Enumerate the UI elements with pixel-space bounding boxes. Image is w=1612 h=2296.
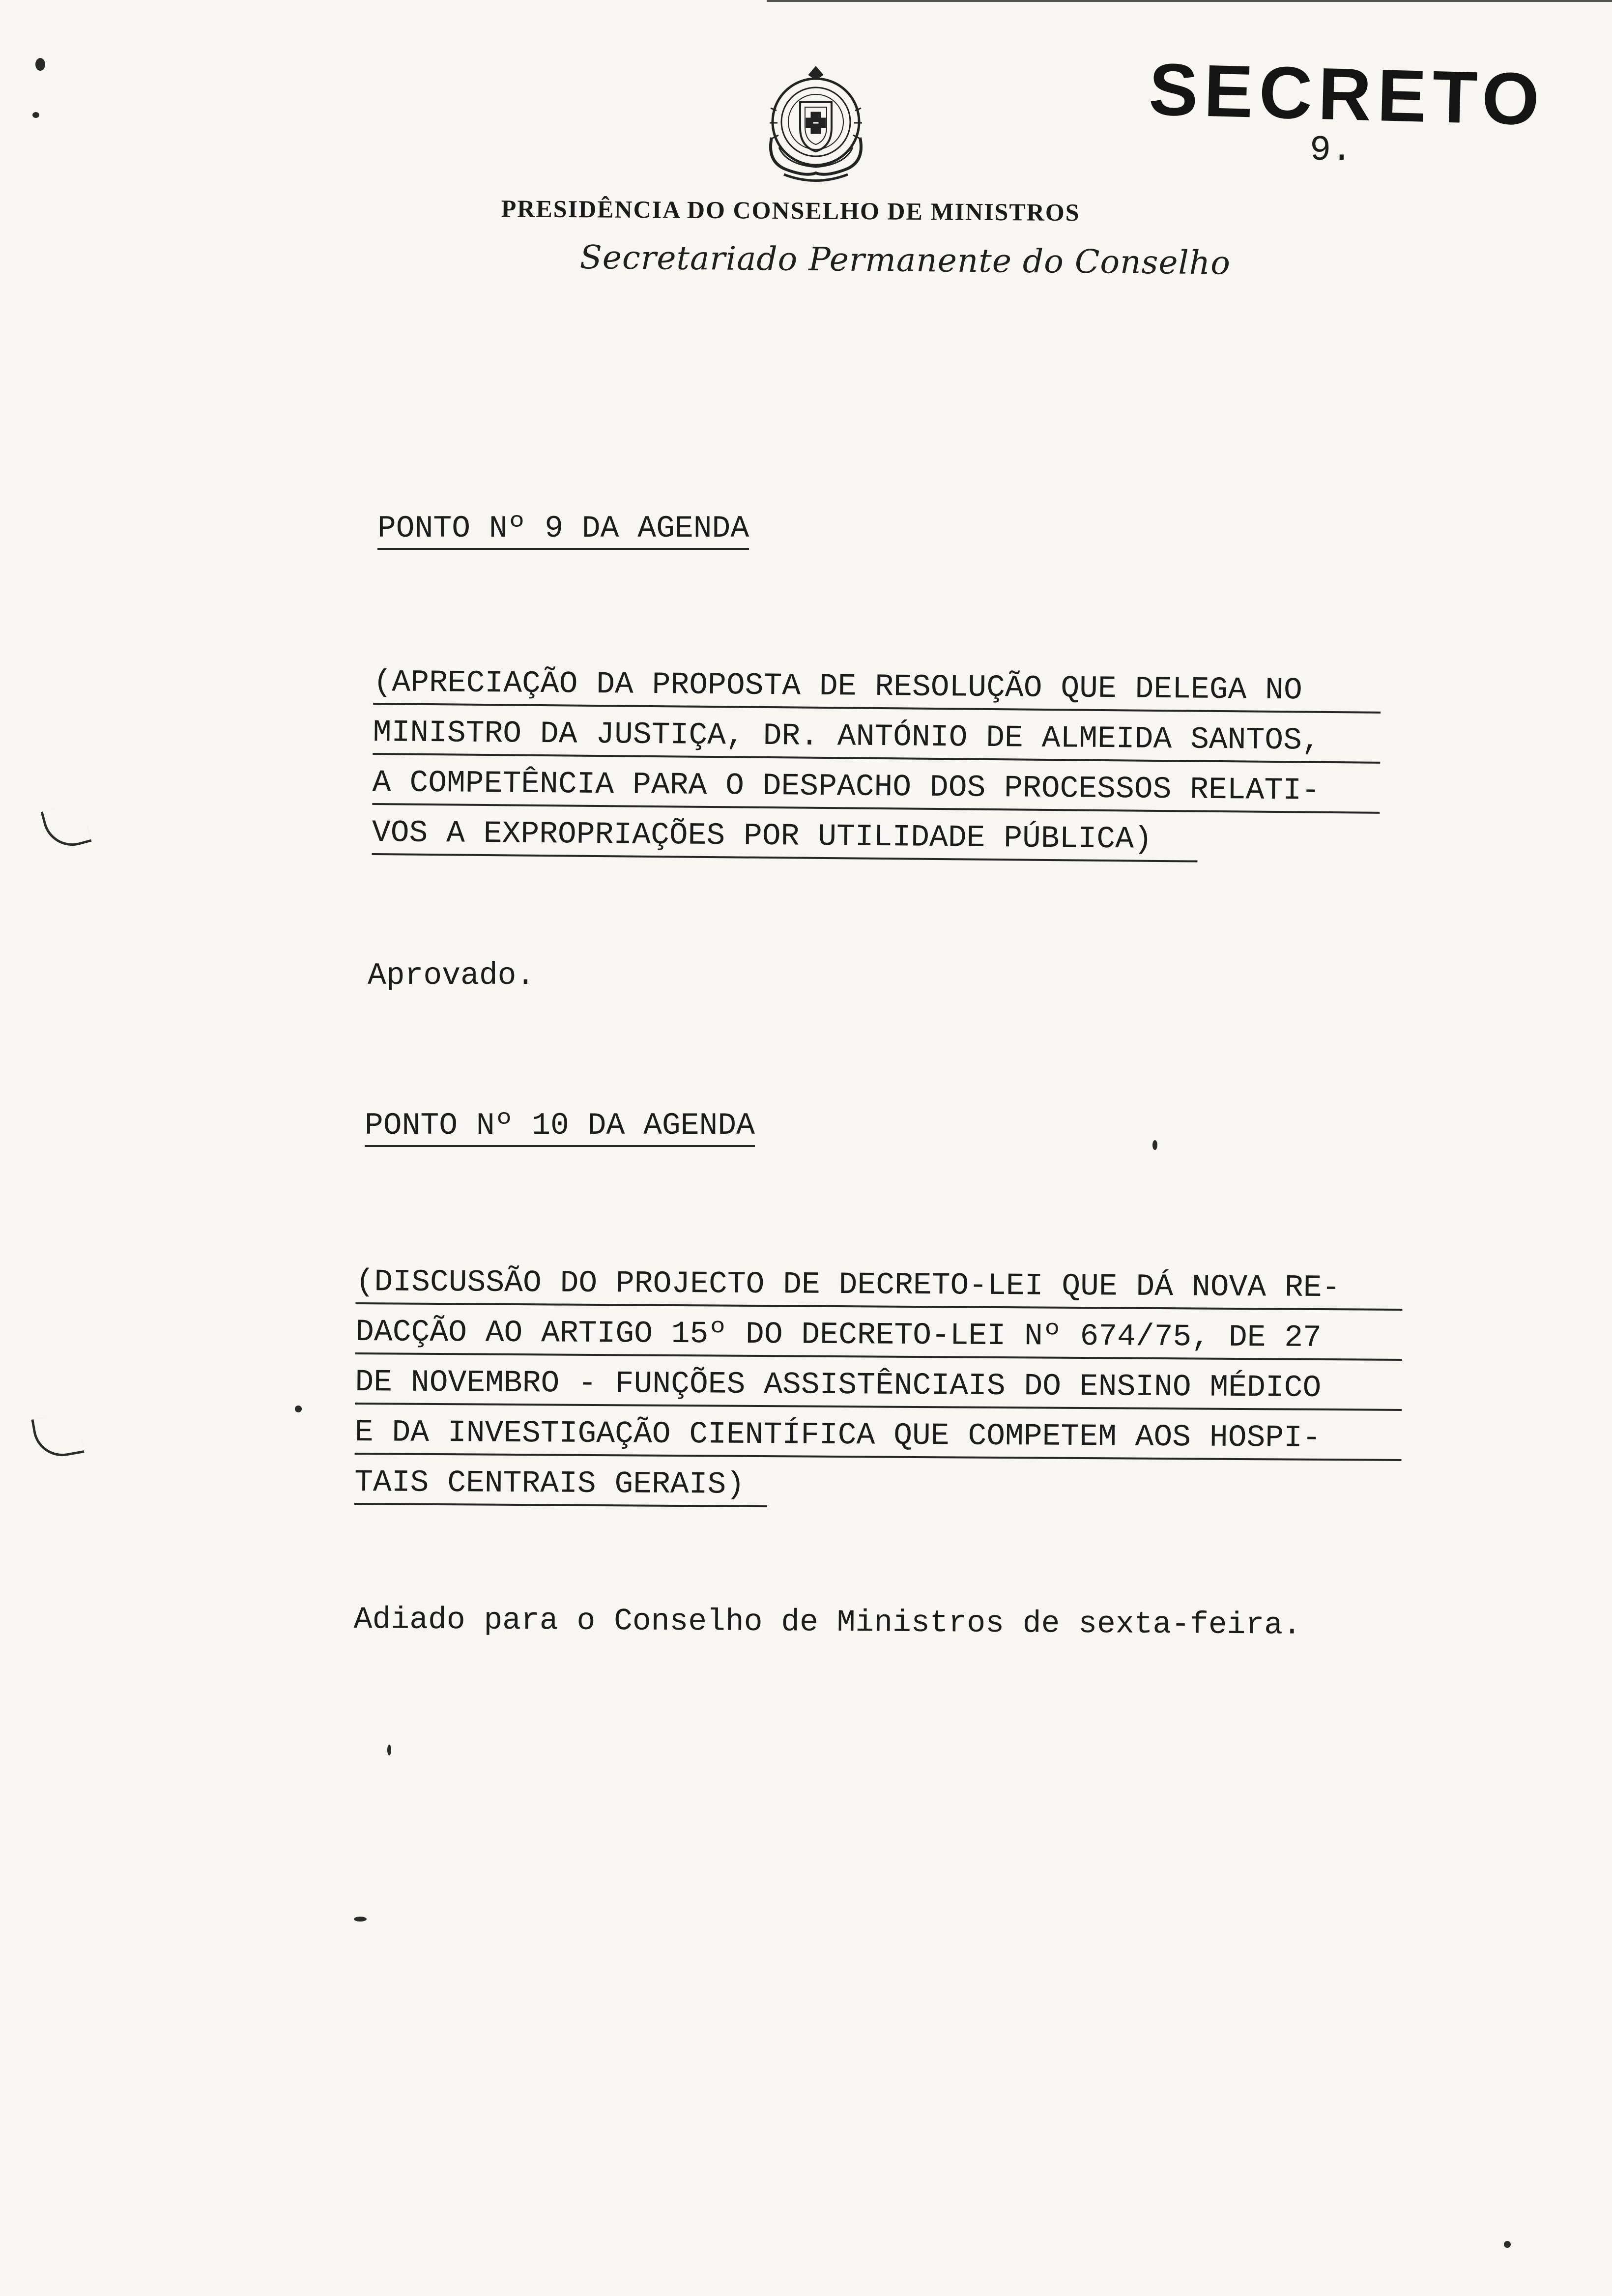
scan-speck: [354, 1917, 367, 1922]
scan-speck: [1504, 2241, 1511, 2248]
hole-punch-mark: [40, 801, 91, 852]
subject-line: VOS A EXPROPRIAÇÕES POR UTILIDADE PÚBLICA): [372, 809, 1198, 862]
scan-edge-line: [767, 0, 1612, 2]
subject-line: (DISCUSSÃO DO PROJECTO DE DECRETO-LEI QUE DÁ NOVA RE-: [355, 1258, 1403, 1311]
subject-line: DACÇÃO AO ARTIGO 15º DO DECRETO-LEI Nº 674/75, DE 27: [355, 1308, 1403, 1361]
scan-speck: [387, 1745, 391, 1755]
scan-speck: [1152, 1140, 1157, 1150]
agenda-item-decision: Adiado para o Conselho de Ministros de sexta-feira.: [353, 1602, 1302, 1643]
issuer-heading: PRESIDÊNCIA DO CONSELHO DE MINISTROS: [501, 194, 1080, 227]
classification-stamp: SECRETO: [1148, 47, 1547, 141]
page-number: 9.: [1310, 130, 1353, 171]
agenda-item-heading-text: PONTO Nº 10 DA AGENDA: [365, 1108, 755, 1147]
subject-line: (APRECIAÇÃO DA PROPOSTA DE RESOLUÇÃO QUE DELEGA NO: [373, 659, 1381, 714]
hole-punch-mark: [31, 1411, 84, 1461]
subject-line: A COMPETÊNCIA PARA O DESPACHO DOS PROCESSOS RELATI-: [372, 759, 1380, 814]
department-subheading: Secretariado Permanente do Conselho: [579, 238, 1231, 282]
agenda-item-subject: [372, 659, 1381, 868]
agenda-item-heading-text: PONTO Nº 9 DA AGENDA: [377, 511, 749, 550]
subject-line: MINISTRO DA JUSTIÇA, DR. ANTÓNIO DE ALMEIDA SANTOS,: [373, 709, 1381, 764]
agenda-item-decision: Aprovado.: [368, 958, 535, 993]
subject-line: E DA INVESTIGAÇÃO CIENTÍFICA QUE COMPETEM AOS HOSPI-: [355, 1408, 1402, 1461]
scan-speck: [32, 112, 39, 118]
coat-of-arms-icon: [757, 64, 875, 187]
agenda-item-subject: [354, 1258, 1403, 1515]
scan-speck: [35, 58, 45, 71]
subject-line: TAIS CENTRAIS GERAIS): [354, 1459, 768, 1507]
subject-line: DE NOVEMBRO - FUNÇÕES ASSISTÊNCIAIS DO ENSINO MÉDICO: [355, 1358, 1402, 1411]
agenda-item-heading: [365, 1108, 755, 1147]
scan-speck: [295, 1406, 302, 1412]
agenda-item-heading: [377, 511, 749, 550]
